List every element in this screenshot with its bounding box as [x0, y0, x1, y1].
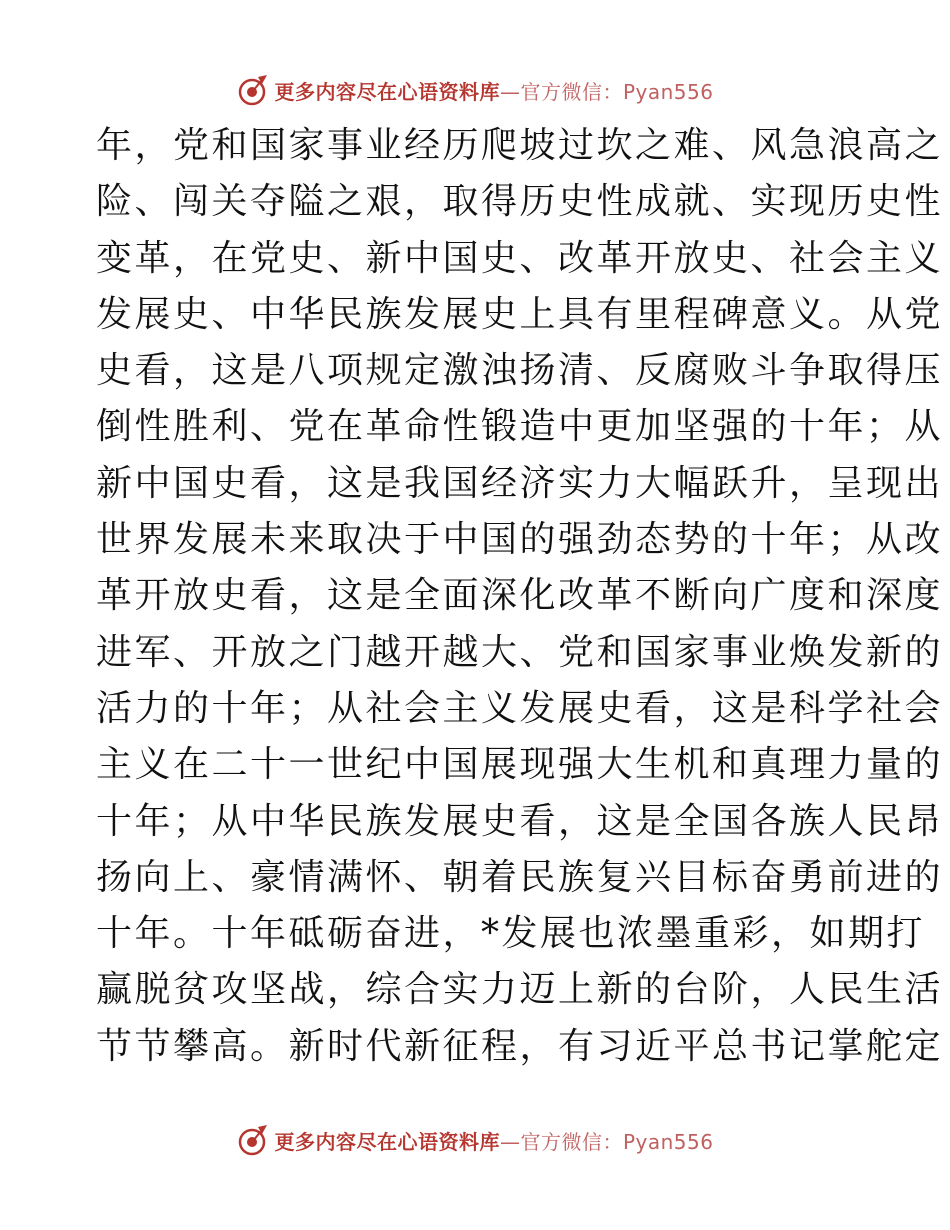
text-line: 险、闯关夺隘之艰，取得历史性成就、实现历史性	[96, 181, 944, 223]
text-line: 十年；从中华民族发展史看，这是全国各族人民昂	[96, 800, 944, 842]
text-line: 发展史、中华民族发展史上具有里程碑意义。从党	[96, 293, 944, 335]
document-body	[96, 118, 944, 1075]
text-line: 进军、开放之门越开越大、党和国家事业焕发新的	[96, 631, 944, 673]
quill-seal-logo-icon	[236, 73, 270, 107]
footer-banner	[0, 1120, 950, 1160]
text-line: 节节攀高。新时代新征程，有习近平总书记掌舵定	[96, 1025, 944, 1067]
banner-lead-text: 更多内容尽在心语资料库	[274, 79, 500, 104]
text-line: 新中国史看，这是我国经济实力大幅跃升，呈现出	[96, 462, 944, 504]
banner-text	[274, 76, 713, 105]
banner-wechat-text: —官方微信：Pyan556	[499, 1129, 714, 1154]
text-line: 主义在二十一世纪中国展现强大生机和真理力量的	[96, 744, 944, 786]
text-line: 年，党和国家事业经历爬坡过坎之难、风急浪高之	[96, 125, 944, 166]
text-line: 世界发展未来取决于中国的强劲态势的十年；从改	[96, 519, 944, 561]
text-line: 革开放史看，这是全面深化改革不断向广度和深度	[96, 575, 944, 617]
text-line: 十年。十年砥砺奋进，*发展也浓墨重彩，如期打	[96, 913, 926, 955]
banner-wechat-text: —官方微信：Pyan556	[499, 79, 714, 104]
quill-seal-logo-icon	[236, 1123, 270, 1157]
text-line: 扬向上、豪情满怀、朝着民族复兴目标奋勇前进的	[96, 856, 944, 898]
text-line: 史看，这是八项规定激浊扬清、反腐败斗争取得压	[96, 350, 944, 392]
text-line: 赢脱贫攻坚战，综合实力迈上新的台阶，人民生活	[96, 969, 944, 1011]
header-banner	[0, 70, 950, 110]
text-line: 变革，在党史、新中国史、改革开放史、社会主义	[96, 237, 944, 279]
text-line: 活力的十年；从社会主义发展史看，这是科学社会	[96, 687, 944, 729]
banner-lead-text: 更多内容尽在心语资料库	[274, 1129, 500, 1154]
banner-text	[274, 1126, 713, 1155]
text-line: 倒性胜利、党在革命性锻造中更加坚强的十年；从	[96, 406, 944, 448]
